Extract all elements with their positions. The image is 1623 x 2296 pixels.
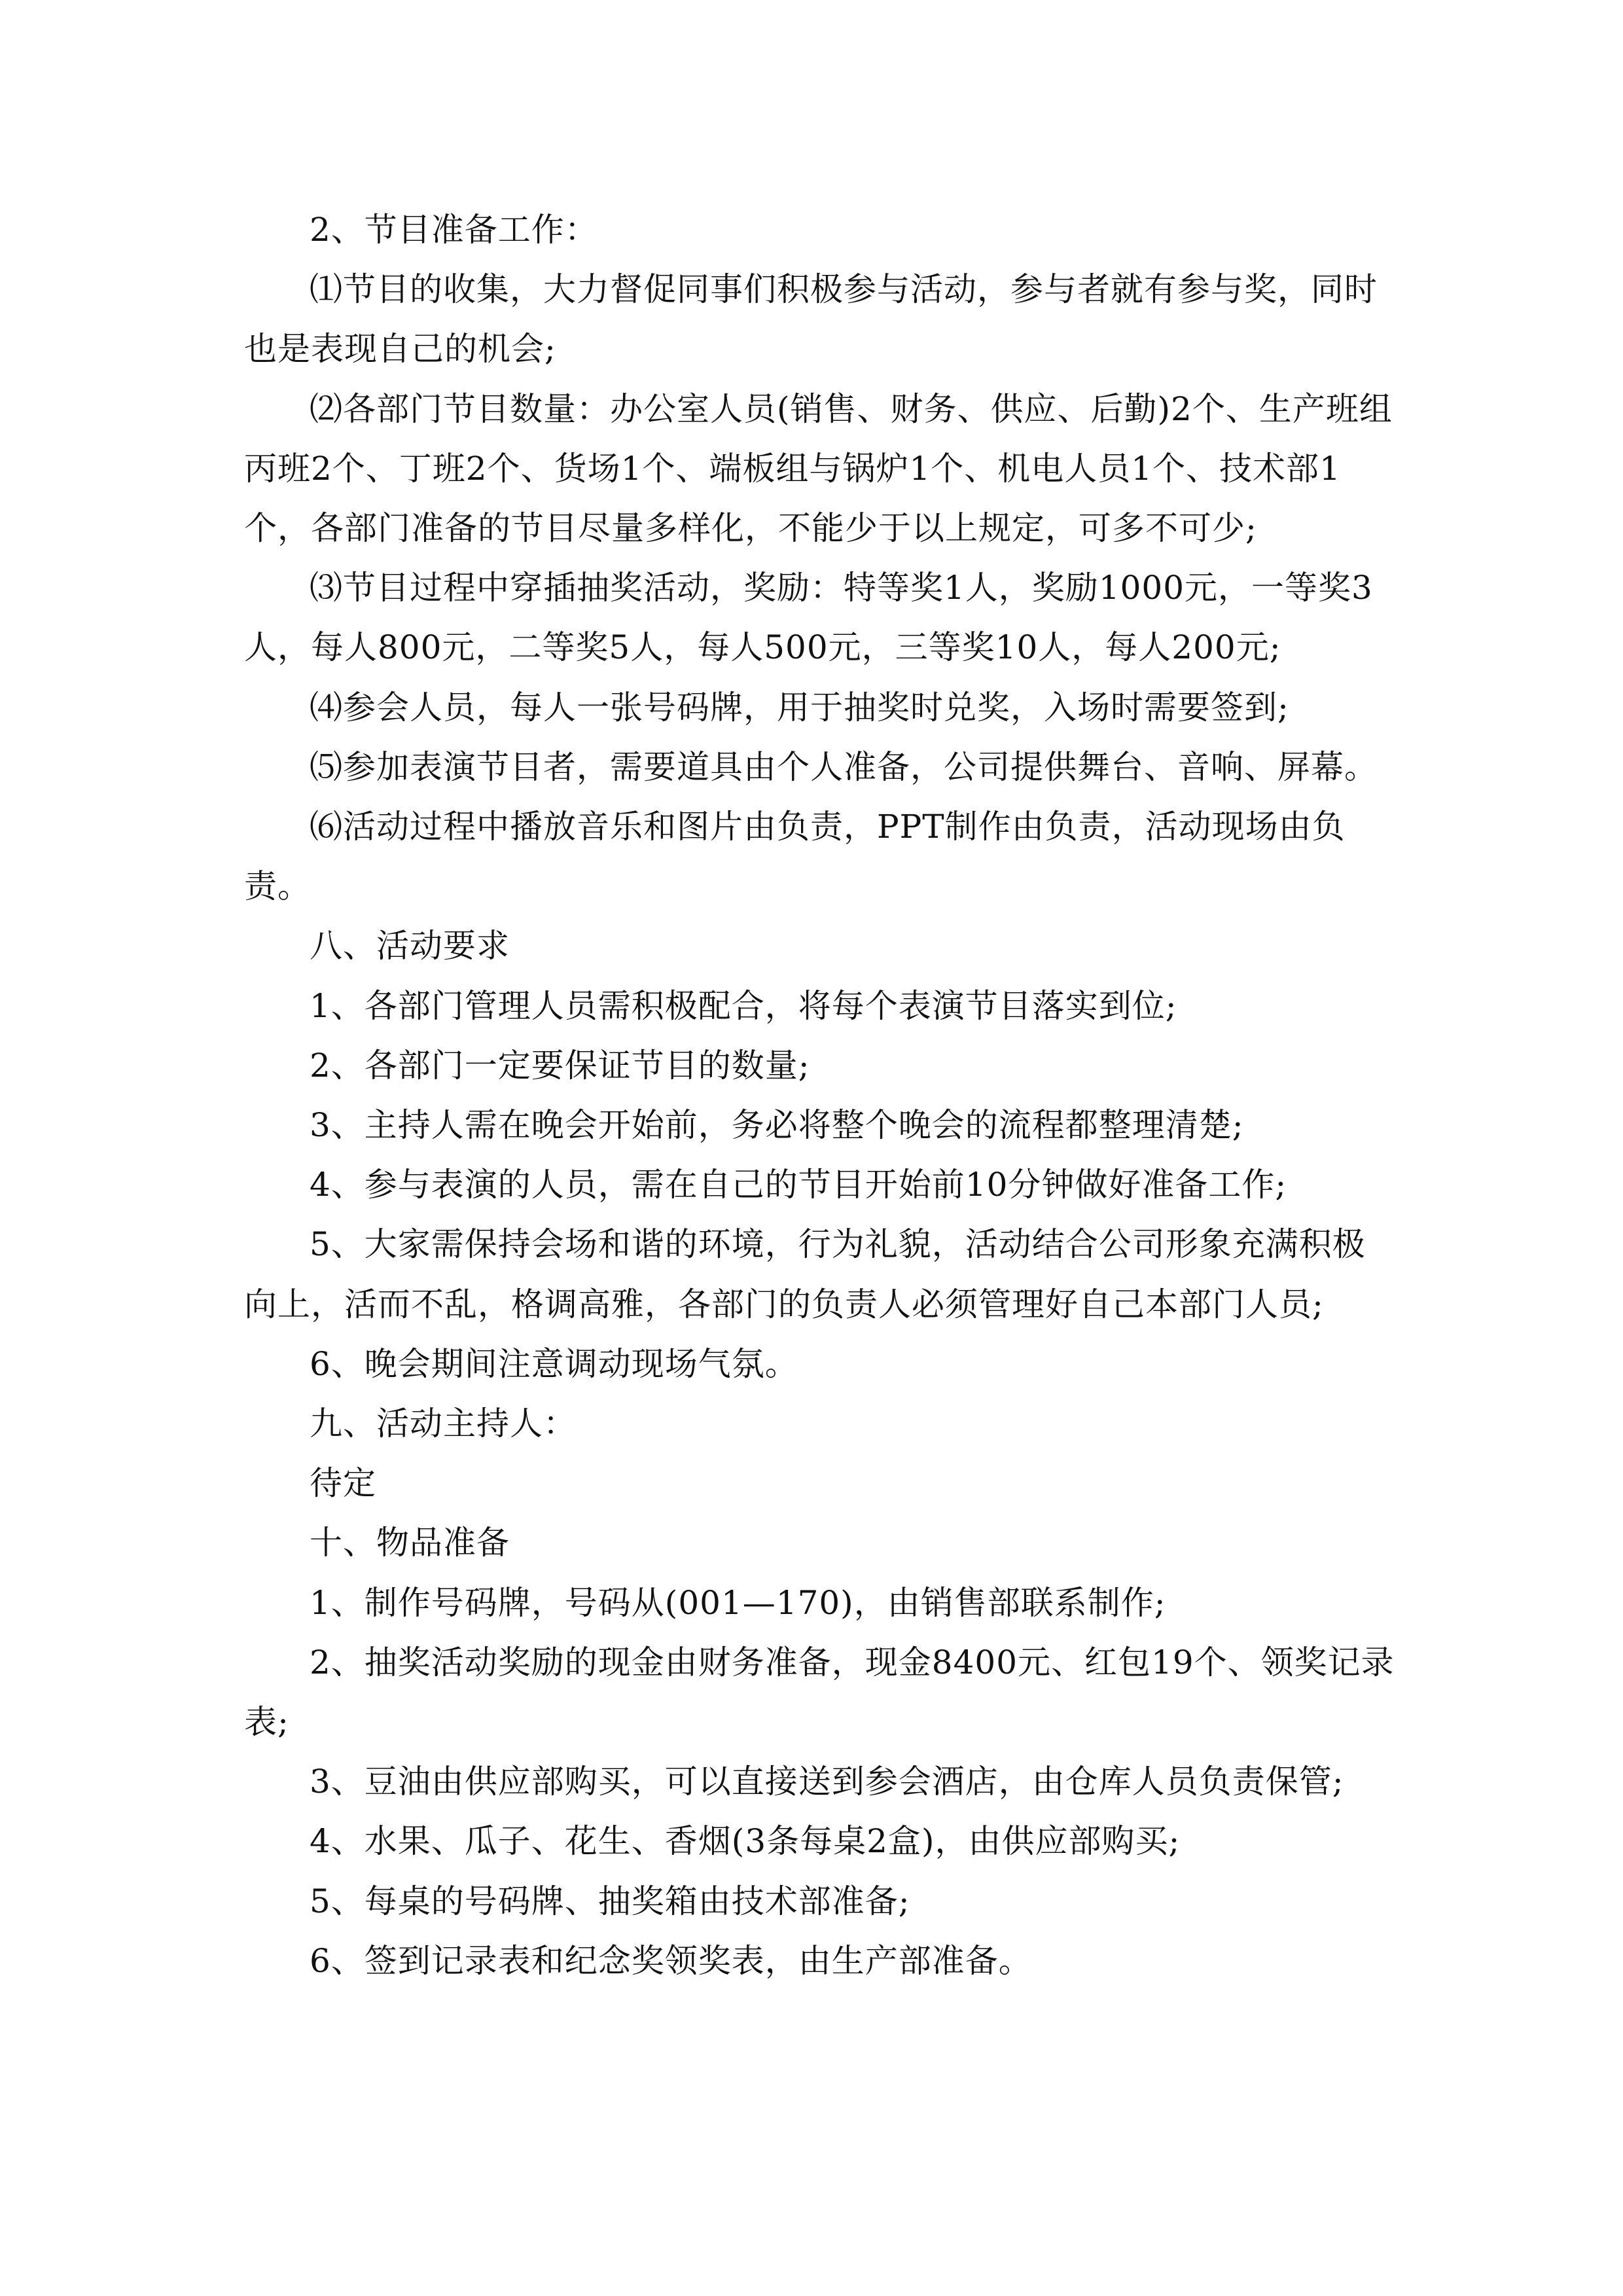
program-collection-item: ⑴节目的收集，大力督促同事们积极参与活动，参与者就有参与奖，同时也是表现自己的机会;: [244, 270, 1378, 368]
requirement-item-4: 4、参与表演的人员，需在自己的节目开始前10分钟做好准备工作;: [310, 1166, 1287, 1204]
requirements-heading: 八、活动要求: [310, 927, 510, 965]
program-prep-heading: 2、节目准备工作：: [310, 211, 598, 249]
host-value: 待定: [310, 1464, 376, 1503]
requirement-item-5: 5、大家需保持会场和谐的环境，行为礼貌，活动结合公司形象充满积极向上，活而不乱，格调高雅，各部门的负责人必须管理好自己本部门人员;: [244, 1225, 1366, 1323]
host-heading: 九、活动主持人：: [310, 1405, 577, 1443]
document-body: [244, 200, 1396, 1991]
props-item: ⑸参加表演节目者，需要道具由个人准备，公司提供舞台、音响、屏幕。: [310, 747, 1378, 786]
lottery-prize-item: ⑶节目过程中穿插抽奖活动，奖励：特等奖1人，奖励1000元，一等奖3人，每人800元，二等奖5人，每人500元，三等奖10人，每人200元;: [244, 569, 1373, 667]
media-responsibility-item: ⑹活动过程中播放音乐和图片由负责，PPT制作由负责，活动现场由负责。: [244, 808, 1346, 906]
supply-item-1: 1、制作号码牌，号码从(001—170)，由销售部联系制作;: [310, 1583, 1166, 1622]
requirement-item-6: 6、晚会期间注意调动现场气氛。: [310, 1344, 798, 1383]
requirement-item-2: 2、各部门一定要保证节目的数量;: [310, 1046, 810, 1085]
supply-item-5: 5、每桌的号码牌、抽奖箱由技术部准备;: [310, 1882, 910, 1920]
number-card-item: ⑷参会人员，每人一张号码牌，用于抽奖时兑奖，入场时需要签到;: [310, 688, 1289, 726]
program-quantity-item: ⑵各部门节目数量：办公室人员(销售、财务、供应、后勤)2个、生产班组丙班2个、丁班2个、货场1个、端板组与锅炉1个、机电人员1个、技术部1个，各部门准备的节目尽量多样化，不能少于以上规定，可多不可少;: [244, 389, 1393, 548]
supply-item-6: 6、签到记录表和纪念奖领奖表，由生产部准备。: [310, 1941, 1032, 1980]
supply-item-3: 3、豆油由供应部购买，可以直接送到参会酒店，由仓库人员负责保管;: [310, 1763, 1344, 1801]
supplies-heading: 十、物品准备: [310, 1524, 510, 1562]
supply-item-4: 4、水果、瓜子、花生、香烟(3条每桌2盒)，由供应部购买;: [310, 1822, 1181, 1861]
supply-item-2: 2、抽奖活动奖励的现金由财务准备，现金8400元、红包19个、领奖记录表;: [244, 1643, 1395, 1742]
requirement-item-1: 1、各部门管理人员需积极配合，将每个表演节目落实到位;: [310, 986, 1177, 1025]
requirement-item-3: 3、主持人需在晚会开始前，务必将整个晚会的流程都整理清楚;: [310, 1106, 1244, 1145]
